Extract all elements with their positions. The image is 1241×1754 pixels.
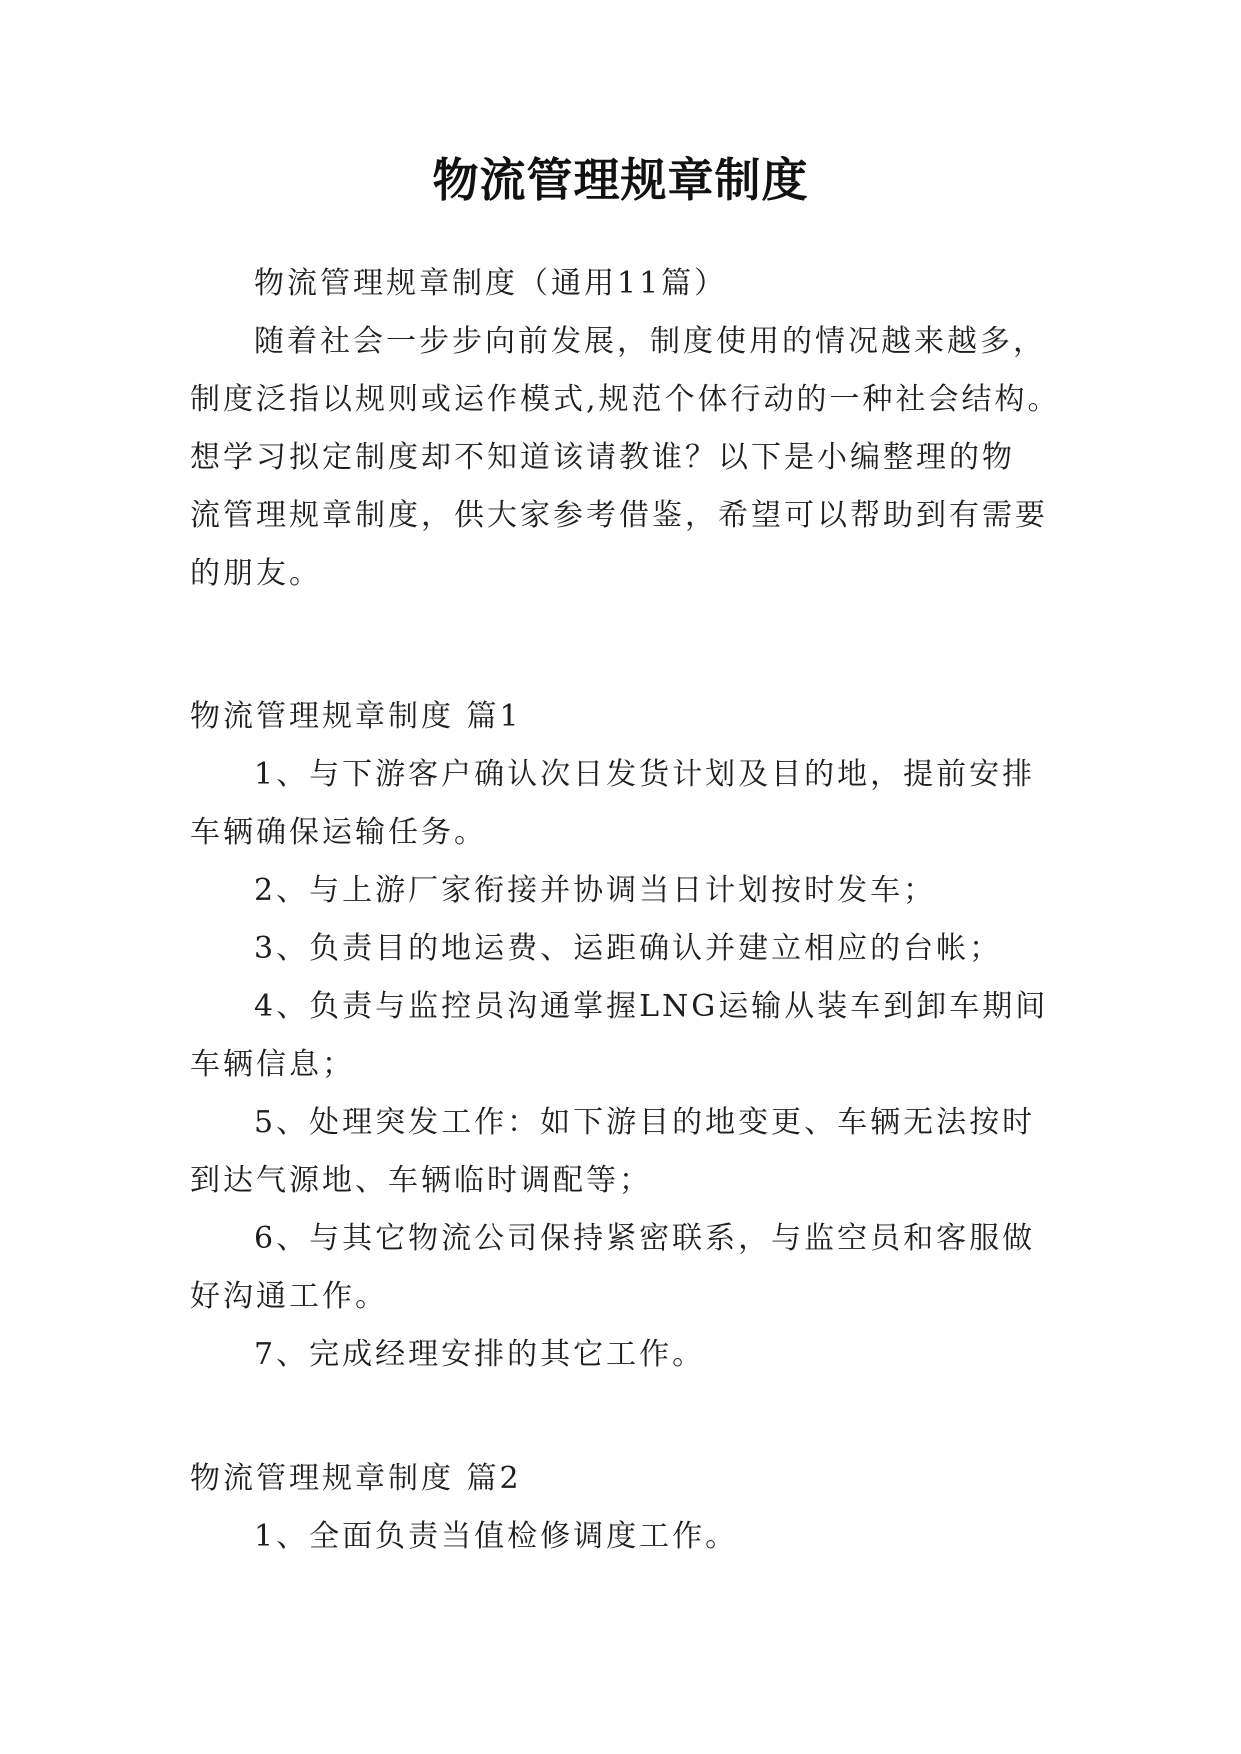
section-line: 好沟通工作。 (190, 1279, 388, 1314)
intro-block (190, 255, 1060, 603)
intro-line: 想学习拟定制度却不知道该请教谁？以下是小编整理的物 (190, 440, 1015, 475)
intro-line: 制度泛指以规则或运作模式,规范个体行动的一种社会结构。 (190, 382, 1061, 417)
section-line: 4、负责与监控员沟通掌握LNG运输从装车到卸车期间 (254, 989, 1049, 1024)
section-1 (190, 688, 1060, 1384)
intro-line: 的朋友。 (190, 556, 322, 591)
section-line: 车辆确保运输任务。 (190, 815, 487, 850)
section-line: 5、处理突发工作：如下游目的地变更、车辆无法按时 (254, 1105, 1036, 1140)
section-line: 7、完成经理安排的其它工作。 (254, 1337, 706, 1372)
intro-line: 流管理规章制度，供大家参考借鉴，希望可以帮助到有需要 (190, 498, 1048, 533)
section-2 (190, 1450, 1060, 1566)
section-line: 到达气源地、车辆临时调配等； (190, 1163, 652, 1198)
document-title: 物流管理规章制度 (432, 153, 809, 207)
section-line: 1、与下游客户确认次日发货计划及目的地，提前安排 (254, 757, 1036, 792)
section-heading: 物流管理规章制度 篇2 (190, 1461, 522, 1496)
intro-subtitle: 物流管理规章制度（通用11篇） (254, 266, 728, 301)
section-line: 1、全面负责当值检修调度工作。 (254, 1519, 739, 1554)
intro-line: 随着社会一步步向前发展，制度使用的情况越来越多， (254, 324, 1046, 359)
section-line: 3、负责目的地运费、运距确认并建立相应的台帐； (254, 931, 1003, 966)
section-heading: 物流管理规章制度 篇1 (190, 699, 522, 734)
section-line: 车辆信息； (190, 1047, 355, 1082)
section-line: 2、与上游厂家衔接并协调当日计划按时发车； (254, 873, 937, 908)
section-line: 6、与其它物流公司保持紧密联系，与监空员和客服做 (254, 1221, 1036, 1256)
